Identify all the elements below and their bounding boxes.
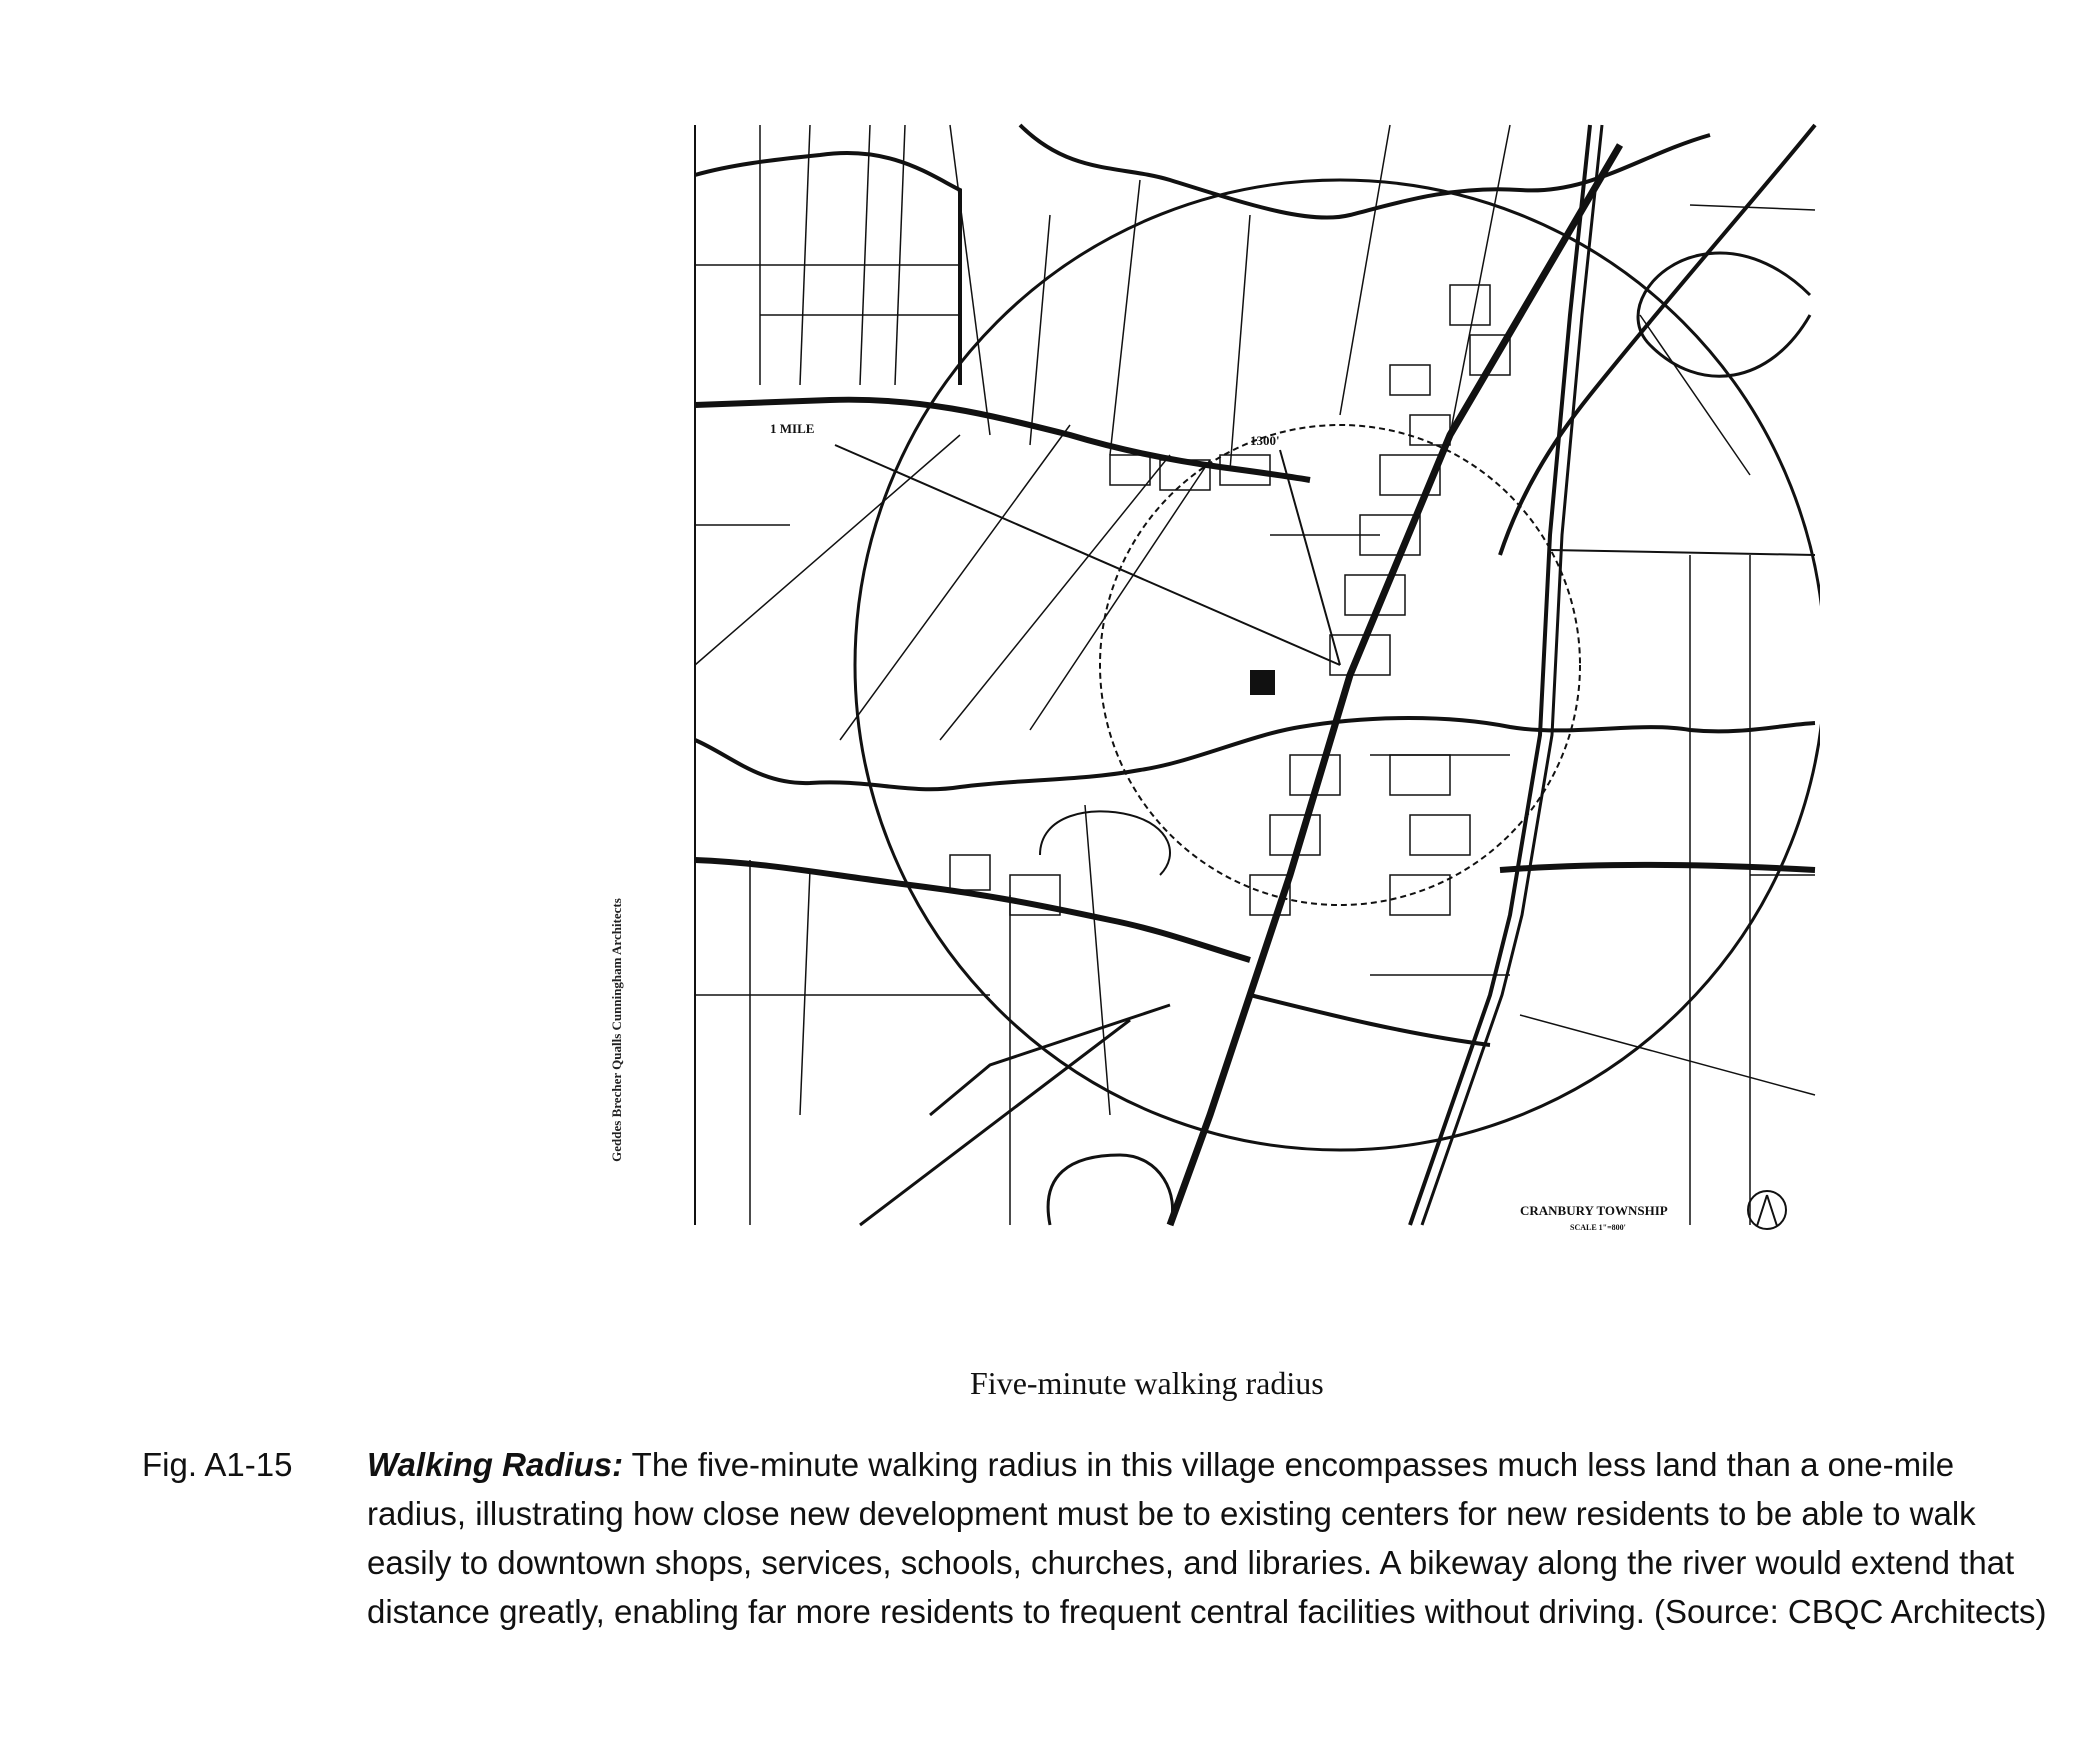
main-street xyxy=(1170,145,1620,1225)
highway xyxy=(1410,125,1590,1225)
image-credit: Geddes Brecher Qualls Cunningham Architects xyxy=(609,898,624,1162)
figure-caption-body xyxy=(367,1440,2062,1636)
road-northwest xyxy=(695,400,1310,480)
map-scale-text: SCALE 1"=800' xyxy=(1570,1223,1626,1232)
village-blocks xyxy=(950,285,1510,915)
one-mile-label: 1 MILE xyxy=(770,421,815,436)
five-minute-radius-arrow xyxy=(1280,450,1340,665)
north-arrow-icon xyxy=(1748,1191,1786,1229)
road-east xyxy=(1500,865,1815,870)
five-minute-label: 1300' xyxy=(1250,433,1280,448)
figure-title: Walking Radius: xyxy=(367,1446,624,1483)
credit-wrap xyxy=(602,830,632,1230)
figure-caption-text: The five-minute walking radius in this village encompasses much less land than a one-mile radius, illustrating how close new development must be to existing centers for new residents to be able to walk easily to downtown shops, services, schools, churches, and libraries. A bikeway along the river would extend that distance greatly, enabling far more residents to frequent central facilities without driving. (Source: CBQC Architects) xyxy=(367,1446,2047,1630)
figure-caption xyxy=(142,1440,2062,1636)
village-map xyxy=(690,115,1820,1240)
road-southwest xyxy=(695,860,1250,960)
road-north xyxy=(695,153,960,385)
figure-label: Fig. A1-15 xyxy=(142,1446,293,1483)
map-caption: Five-minute walking radius xyxy=(970,1365,1324,1401)
map-title-block: CRANBURY TOWNSHIP xyxy=(1520,1203,1668,1218)
school-building xyxy=(1250,670,1275,695)
